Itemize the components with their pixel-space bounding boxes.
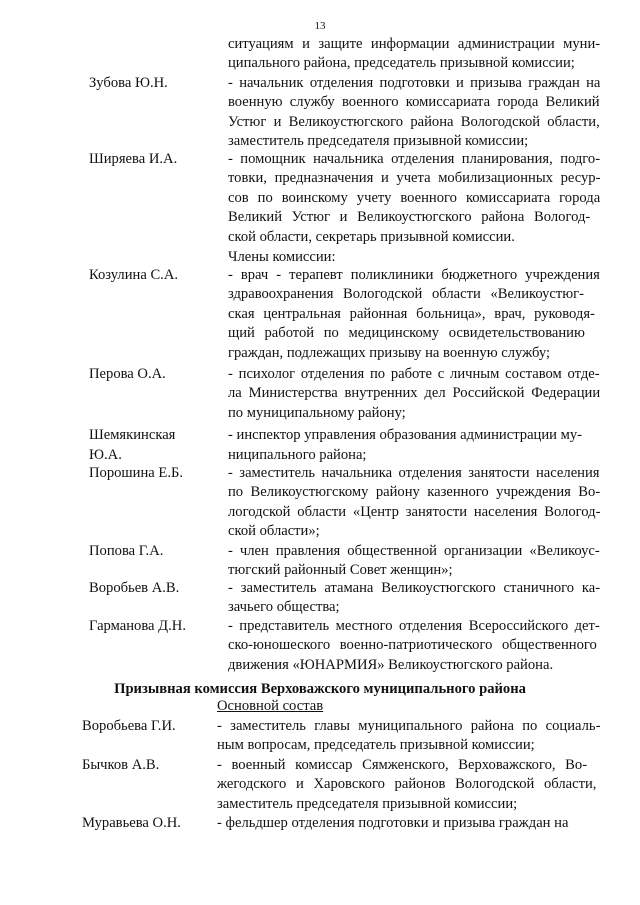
member-name: Воробьев А.В. bbox=[89, 580, 180, 596]
member-description-line: Члены комиссии: bbox=[228, 249, 336, 265]
member-description-line: ско-юношеского военно-патриотического общественного bbox=[228, 637, 597, 654]
member-description-line: ла Министерства внутренних дел Российской Федерации bbox=[228, 385, 601, 402]
member-description-line: товки, предназначения и учета мобилизационных ресур- bbox=[228, 170, 601, 187]
member-description-line: Великий Устюг и Великоустюгского района Вологод- bbox=[228, 209, 591, 226]
member-description-line: ниципального района; bbox=[228, 447, 367, 463]
section-heading: Призывная комиссия Верховажского муниципального района bbox=[114, 681, 526, 697]
member-description-line: тюгский районный Совет женщин»; bbox=[228, 562, 453, 579]
member-description-line: Устюг и Великоустюгского района Вологодской области, bbox=[228, 113, 600, 130]
member-name: Перова О.А. bbox=[89, 366, 166, 382]
member-name: Гарманова Д.Н. bbox=[89, 618, 186, 634]
member-description-line: - фельдшер отделения подготовки и призыва граждан на bbox=[217, 815, 569, 831]
member-description-line: - начальник отделения подготовки и призыва граждан на bbox=[228, 75, 601, 91]
member-name: Козулина С.А. bbox=[89, 267, 179, 283]
member-name: Зубова Ю.Н. bbox=[89, 75, 168, 91]
member-description-line: щий работой по медицинскому освидетельствованию bbox=[228, 325, 585, 342]
member-description-line: ской области, секретарь призывной комиссии. bbox=[228, 228, 515, 245]
member-description-line: ская центральная районная больница», врач, руководя- bbox=[228, 305, 595, 322]
member-name: Бычков А.В. bbox=[82, 757, 160, 773]
member-description-line: ской области»; bbox=[228, 523, 320, 540]
member-name: Попова Г.А. bbox=[89, 543, 164, 559]
member-description-line: - помощник начальника отделения планирования, подго- bbox=[228, 151, 601, 167]
member-name: Ю.А. bbox=[89, 447, 122, 463]
member-description-line: сов по воинскому учету военного комиссариата города bbox=[228, 189, 601, 206]
member-description-line: граждан, подлежащих призыву на военную службу; bbox=[228, 344, 551, 361]
member-description-line: - инспектор управления образования администрации му- bbox=[228, 427, 583, 443]
member-description-line: - заместитель атамана Великоустюгского станичного ка- bbox=[228, 580, 601, 596]
member-description-line: заместитель председателя призывной комиссии; bbox=[228, 133, 529, 150]
member-description-line: - психолог отделения по работе с личным составом отде- bbox=[228, 366, 600, 382]
member-name: Порошина Е.Б. bbox=[89, 465, 184, 481]
member-name: Шемякинская bbox=[89, 427, 176, 443]
member-name: Ширяева И.А. bbox=[89, 151, 178, 167]
member-description-line: здравоохранения Вологодской области «Великоустюг- bbox=[228, 286, 585, 303]
member-description-line: - заместитель начальника отделения занятости населения bbox=[228, 465, 600, 481]
member-description-line: логодской области «Центр занятости населения Вологод- bbox=[228, 503, 601, 520]
member-description-line: движения «ЮНАРМИЯ» Великоустюгского района. bbox=[228, 656, 554, 673]
member-description-line: - член правления общественной организации «Великоус- bbox=[228, 543, 600, 559]
member-description-line: - заместитель главы муниципального района по социаль- bbox=[217, 718, 601, 734]
member-description-line: - представитель местного отделения Всероссийского дет- bbox=[228, 618, 600, 634]
member-description-line: - военный комиссар Сямженского, Верховажского, Во- bbox=[217, 757, 588, 773]
member-description-line: ципального района, председатель призывной комиссии; bbox=[228, 55, 575, 72]
member-description-line: ным вопросам, председатель призывной комиссии; bbox=[217, 737, 535, 754]
member-name: Муравьева О.Н. bbox=[82, 815, 181, 831]
member-description-line: зачьего общества; bbox=[228, 599, 340, 616]
member-description-line: по муниципальному району; bbox=[228, 404, 406, 421]
member-description-line: - врач - терапевт поликлиники бюджетного учреждения bbox=[228, 267, 600, 283]
member-description-line: ситуациям и защите информации администрации муни- bbox=[228, 36, 601, 52]
section-subheading: Основной состав bbox=[217, 698, 324, 714]
member-description-line: жегодского и Харовского районов Вологодской области, bbox=[217, 776, 597, 793]
member-description-line: по Великоустюгскому району казенного учреждения Во- bbox=[228, 484, 601, 501]
page-number: 13 bbox=[314, 20, 326, 32]
member-description-line: заместитель председателя призывной комиссии; bbox=[217, 795, 518, 812]
member-name: Воробьева Г.И. bbox=[82, 718, 176, 734]
member-description-line: военную службу военного комиссариата города Великий bbox=[228, 94, 600, 111]
